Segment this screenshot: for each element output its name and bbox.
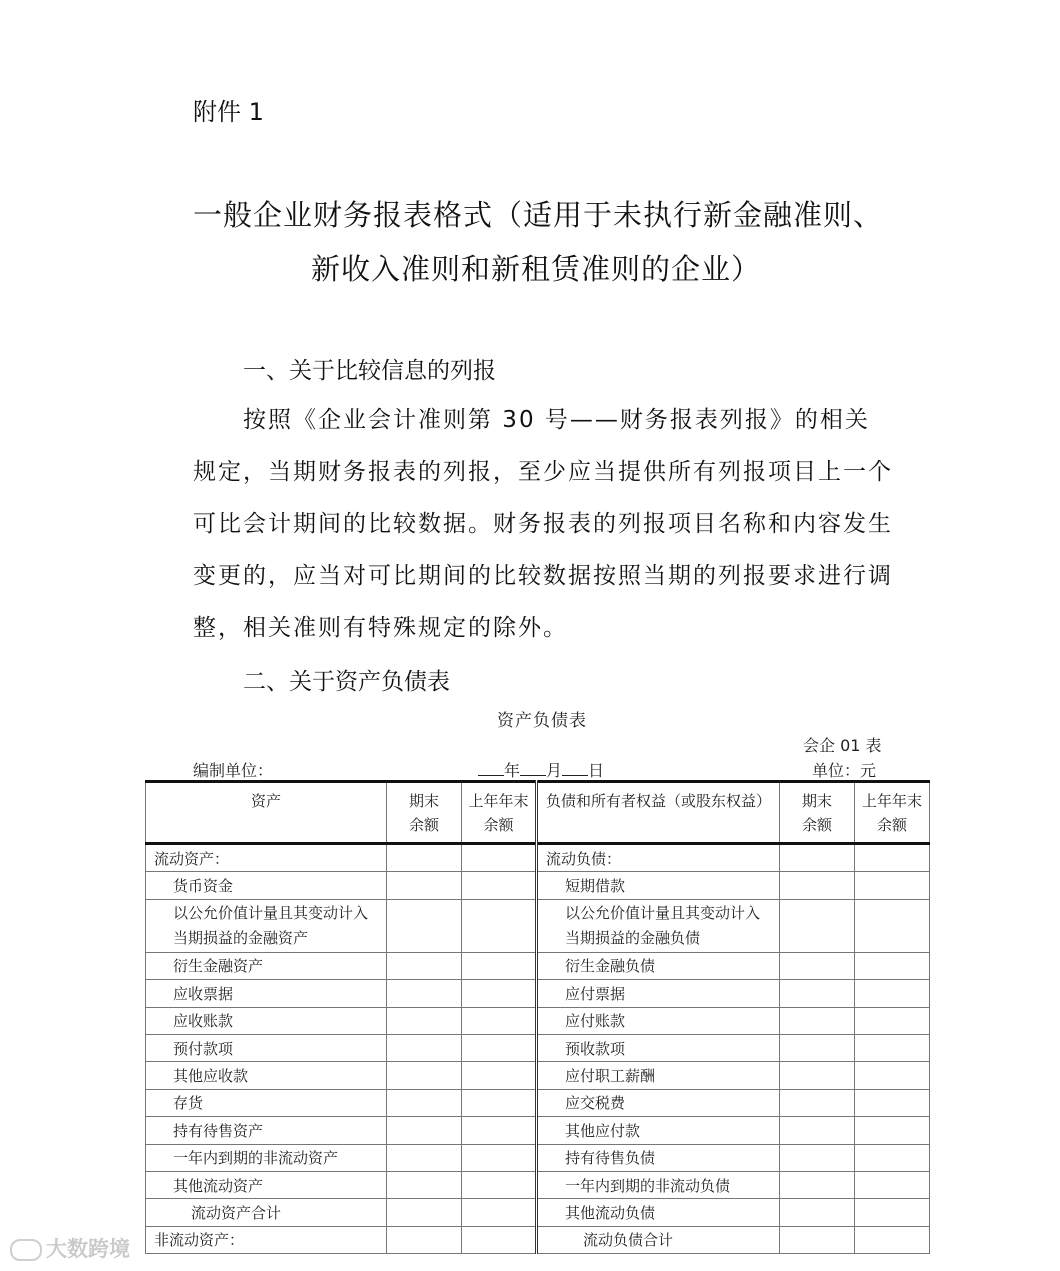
header-period-end-2: 期末 余额: [780, 782, 855, 844]
table-row: [146, 1226, 930, 1253]
form-number: 会企 01 表: [803, 736, 882, 755]
table-row: [146, 1171, 930, 1198]
row-label: 一年内到期的非流动负债: [537, 1171, 780, 1198]
row-label: 持有待售负债: [537, 1144, 780, 1171]
watermark-text: 大数跨境: [46, 1237, 130, 1261]
balance-sheet-table: [145, 780, 930, 1254]
header-period-end: 期末 余额: [387, 782, 462, 844]
row-label: 应付职工薪酬: [537, 1062, 780, 1089]
row-label: 短期借款: [537, 872, 780, 899]
row-label: 一年内到期的非流动资产: [146, 1144, 387, 1171]
row-label: 非流动资产：: [146, 1226, 387, 1253]
table-row: [146, 1089, 930, 1116]
row-label: 应交税费: [537, 1089, 780, 1116]
row-label: 预付款项: [146, 1034, 387, 1061]
row-label: 应付票据: [537, 980, 780, 1007]
date-day: 日: [588, 761, 605, 780]
table-row: [146, 1144, 930, 1171]
attachment-label: 附件 1: [193, 98, 264, 126]
row-label: 应收票据: [146, 980, 387, 1007]
watermark: [10, 1233, 130, 1263]
section1-heading: 一、关于比较信息的列报: [243, 358, 496, 384]
row-label: 其他流动负债: [537, 1199, 780, 1226]
header-assets: 资产: [146, 782, 387, 844]
document-title-line2: 新收入准则和新租赁准则的企业）: [311, 252, 762, 286]
document-title-line1: 一般企业财务报表格式（适用于未执行新金融准则、: [193, 198, 884, 232]
header-prev-year-end-2: 上年年末 余额: [855, 782, 930, 844]
table-row: [146, 952, 930, 979]
section2-heading: 二、关于资产负债表: [243, 669, 450, 695]
table-row: [146, 1199, 930, 1226]
section1-paragraph-text: 按照《企业会计准则第 30 号——财务报表列报》的相关规定，当期财务报表的列报，至少应当提供所有列报项目上一个可比会计期间的比较数据。财务报表的列报项目名称和内容发生变更的，应当对可比期间的比较数据按照当期的列报要求进行调整，相关准则有特殊规定的除外。: [193, 407, 893, 641]
watermark-logo-icon: [10, 1239, 42, 1261]
org-label: 编制单位：: [193, 761, 274, 780]
date-month: 月: [546, 761, 563, 780]
row-label: 其他应收款: [146, 1062, 387, 1089]
row-label: 存货: [146, 1089, 387, 1116]
unit-label: 单位：元: [812, 761, 877, 780]
date-year: 年: [504, 761, 521, 780]
header-prev-year-end: 上年年末 余额: [462, 782, 537, 844]
table-row: [146, 872, 930, 899]
table-row: [146, 899, 930, 952]
row-label: 应付账款: [537, 1007, 780, 1034]
table-row: [146, 1034, 930, 1061]
row-label: 衍生金融负债: [537, 952, 780, 979]
table-row: [146, 1007, 930, 1034]
row-label: 流动负债合计: [537, 1226, 780, 1253]
table-row: [146, 1117, 930, 1144]
row-label: 以公允价值计量且其变动计入 当期损益的金融负债: [537, 899, 780, 952]
row-label: 其他流动资产: [146, 1171, 387, 1198]
row-label: 其他应付款: [537, 1117, 780, 1144]
row-label: 流动负债：: [537, 844, 780, 872]
row-label: 流动资产合计: [146, 1199, 387, 1226]
row-label: 货币资金: [146, 872, 387, 899]
table-title: 资产负债表: [497, 711, 587, 731]
row-label: 衍生金融资产: [146, 952, 387, 979]
row-label: 持有待售资产: [146, 1117, 387, 1144]
date-fields: [478, 758, 604, 781]
section1-paragraph: [193, 394, 893, 654]
table-row: [146, 844, 930, 872]
table-row: [146, 1062, 930, 1089]
row-label: 以公允价值计量且其变动计入 当期损益的金融资产: [146, 899, 387, 952]
header-liabilities: 负债和所有者权益（或股东权益）: [537, 782, 780, 844]
row-label: 预收款项: [537, 1034, 780, 1061]
table-row: [146, 980, 930, 1007]
row-label: 应收账款: [146, 1007, 387, 1034]
row-label: 流动资产：: [146, 844, 387, 872]
